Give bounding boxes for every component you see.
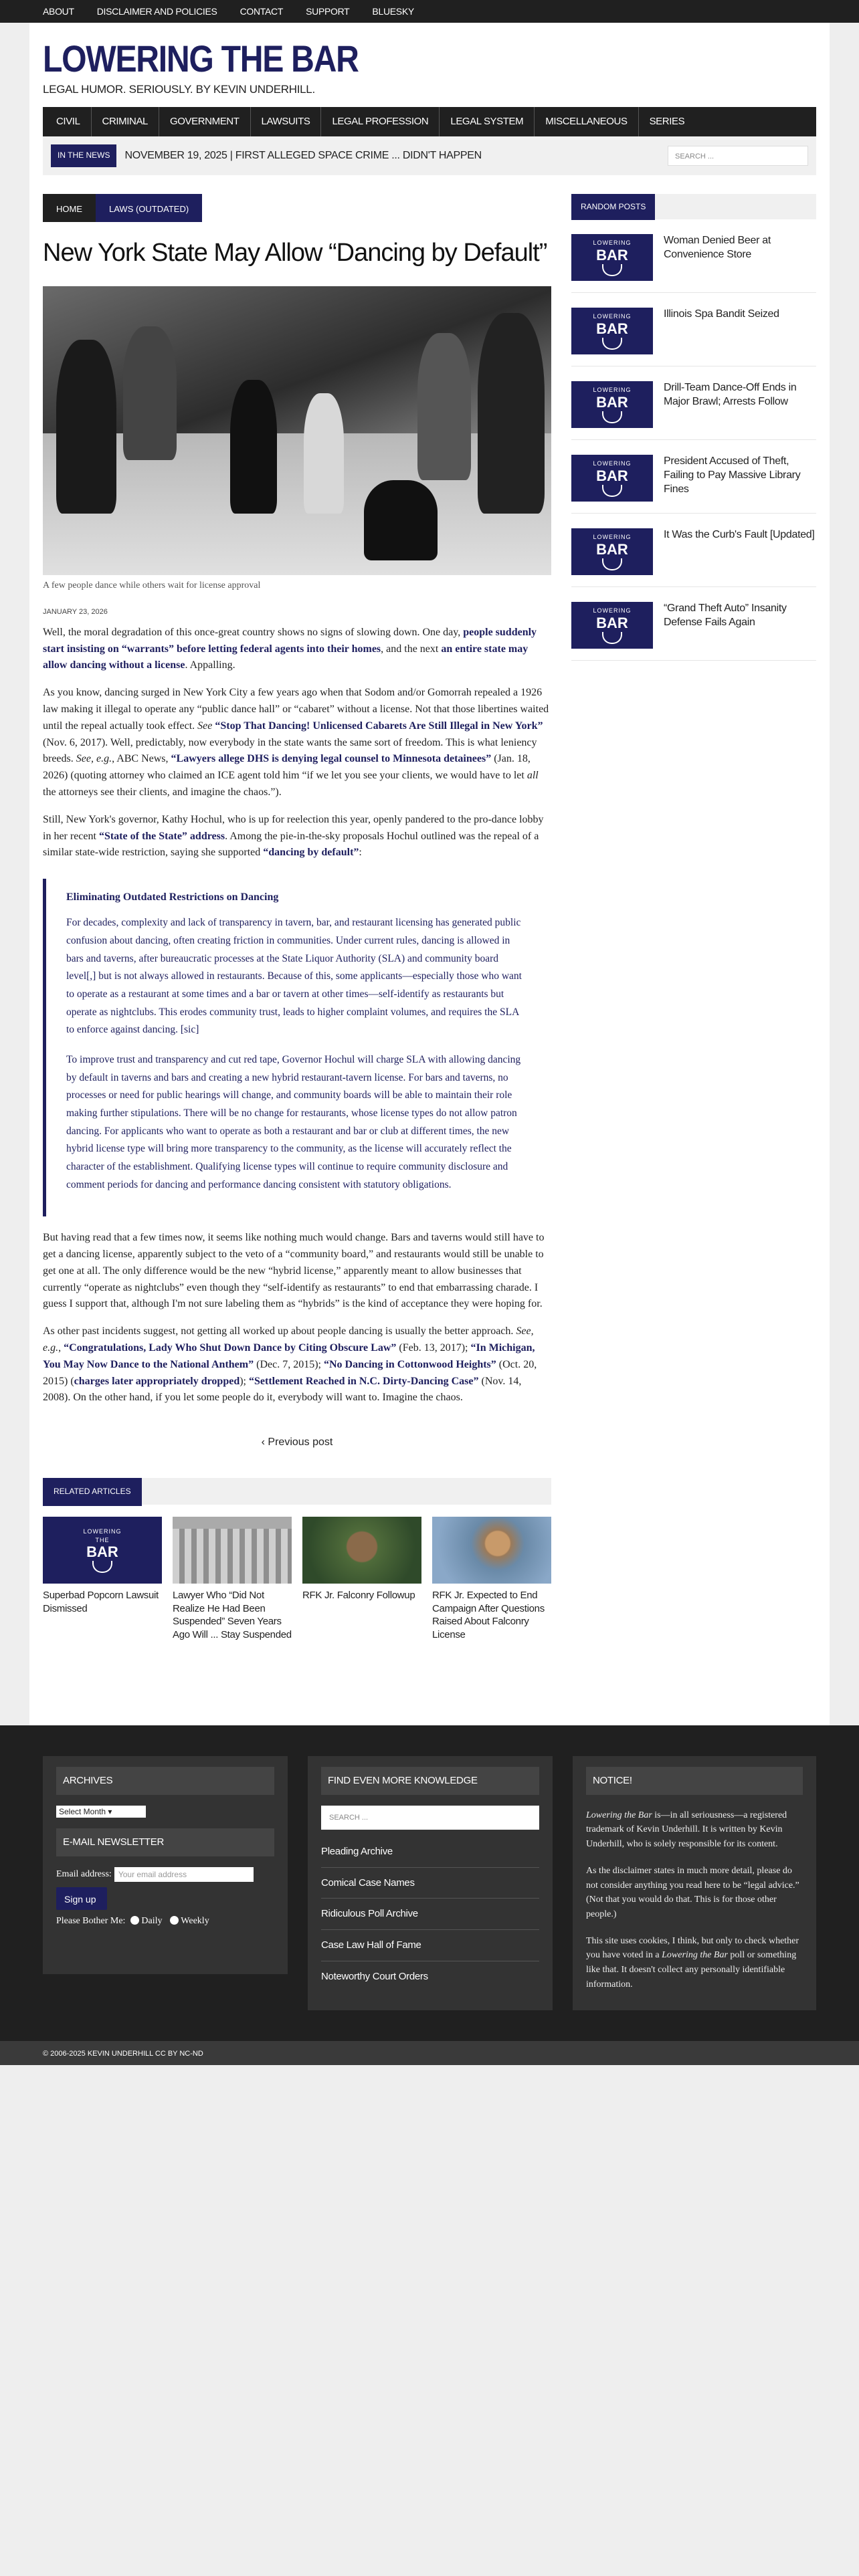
footer-knowledge-column (308, 1756, 553, 2010)
knowledge-heading: FIND EVEN MORE KNOWLEDGE (321, 1767, 539, 1795)
paragraph-5: As other past incidents suggest, not getting all worked up about people dancing is usually the better approach. See, e.g., “Congratulations, Lady Who Shut Down Dance by Citing Obscure Law” (Feb. 13, 2017); “In Michigan, You May Now Dance to the National Anthem” (Dec. 7, 2015); “No Dancing in Cottonwood Heights” (Oct. 20, 2015) (charges later appropriately dropped); “Settlement Reached in N.C. Dirty-Dancing Case” (Nov. 14, 2008). On the other hand, if you let some people do it, everybody will want to. Imagine the chaos. (43, 1325, 537, 1404)
article-title: New York State May Allow “Dancing by Default” (43, 239, 547, 267)
paragraph-1: Well, the moral degradation of this once-great country shows no signs of slowing down. One day, people suddenly start insisting on “warrants” before letting federal agents into their homes, and the next an entire state may allow dancing without a license. Appalling. (43, 626, 537, 671)
notice-paragraph-2: As the disclaimer states in much more detail, please do not consider anything you read here to be “legal advice.” (Not that you would do that. This is for those other people.) (586, 1865, 799, 1919)
falcon-thumbnail (432, 1517, 551, 1584)
random-post-title[interactable]: Woman Denied Beer at Convenience Store (664, 235, 771, 260)
site-logo-thumbnail: LOWERING BAR (571, 602, 653, 649)
featured-image (43, 286, 551, 575)
nav-legal-system[interactable]: LEGAL SYSTEM (440, 107, 535, 136)
site-header (29, 23, 830, 107)
related-title[interactable]: Superbad Popcorn Lawsuit Dismissed (43, 1590, 159, 1614)
random-post-title[interactable]: Illinois Spa Bandit Seized (664, 308, 779, 320)
email-label: Email address: (56, 1868, 112, 1879)
crowd-figure (123, 326, 177, 460)
topnav-about[interactable]: ABOUT (43, 5, 74, 17)
related-item[interactable] (43, 1517, 162, 1641)
footer-search-input[interactable]: SEARCH ... (321, 1806, 539, 1830)
breadcrumb-home[interactable]: HOME (43, 194, 96, 222)
chevron-down-icon: ▾ (108, 1806, 112, 1816)
related-label: RELATED ARTICLES (43, 1478, 142, 1505)
frequency-row: Please Bother Me: Daily Weekly (56, 1915, 209, 1926)
notice-paragraph-1: Lowering the Bar is—in all seriousness—a registered trademark of Kevin Underhill. It is written by Kevin Underhill, who is solely responsible for its content. (586, 1810, 787, 1850)
random-post-item[interactable] (571, 514, 816, 587)
nav-series[interactable]: SERIES (649, 116, 685, 127)
nav-criminal[interactable]: CRIMINAL (92, 107, 159, 136)
page-container (29, 23, 830, 1725)
random-post-title[interactable]: President Accused of Theft, Failing to Pay Massive Library Fines (664, 455, 801, 495)
site-logo-thumbnail: LOWERING BAR (571, 234, 653, 281)
notice-heading: NOTICE! (586, 1767, 803, 1795)
email-row (56, 1867, 274, 1882)
random-posts-header (571, 194, 816, 219)
crowd-figure (478, 313, 545, 514)
site-title[interactable]: LOWERING THE BAR (43, 37, 359, 80)
related-item[interactable] (432, 1517, 551, 1641)
dancer-figure (304, 393, 344, 514)
topnav-disclaimer[interactable]: DISCLAIMER AND POLICIES (96, 5, 217, 17)
nav-civil[interactable]: CIVIL (45, 107, 92, 136)
topnav-bluesky[interactable]: BLUESKY (372, 5, 414, 17)
random-post-title[interactable]: “Grand Theft Auto” Insanity Defense Fails Again (664, 603, 787, 628)
random-post-title[interactable]: Drill-Team Dance-Off Ends in Major Brawl; Arrests Follow (664, 382, 797, 407)
footer-link[interactable]: Comical Case Names (321, 1868, 539, 1899)
courthouse-thumbnail (173, 1517, 292, 1584)
breadcrumb (43, 194, 551, 222)
link-charges-dropped[interactable]: charges later appropriately dropped (74, 1375, 240, 1387)
related-item[interactable] (302, 1517, 421, 1641)
random-post-item[interactable] (571, 440, 816, 514)
related-articles-grid (43, 1517, 551, 1641)
archives-select[interactable]: Select Month ▾ (56, 1806, 146, 1818)
article-body (43, 625, 551, 1406)
newsletter-heading: E-MAIL NEWSLETTER (56, 1828, 274, 1856)
ticker-label: IN THE NEWS (51, 144, 116, 167)
site-logo-thumbnail: LOWERING BAR (571, 528, 653, 575)
footer-link[interactable]: Ridiculous Poll Archive (321, 1899, 539, 1930)
link-dancing-by-default[interactable]: “dancing by default” (263, 847, 359, 859)
topnav-support[interactable]: SUPPORT (306, 5, 350, 17)
site-logo-thumbnail: LOWERING BAR (571, 381, 653, 428)
related-title[interactable]: Lawyer Who “Did Not Realize He Had Been Suspended” Seven Years Ago Will ... Stay Suspended (173, 1590, 292, 1640)
link-state-of-state[interactable]: “State of the State” address (98, 830, 225, 842)
random-post-item[interactable] (571, 587, 816, 661)
main-nav (43, 107, 816, 136)
site-logo-thumbnail: LOWERING THE BAR (43, 1517, 162, 1584)
site-logo-thumbnail: LOWERING BAR (571, 308, 653, 354)
dancer-figure (230, 380, 277, 514)
paragraph-3: Still, New York's governor, Kathy Hochul, who is up for reelection this year, openly pandered to the pro-dance lobby in her recent “State of the State” address. Among the pie-in-the-sky proposals Hochul outlined was the repeal of a similar state-wide restriction, saying she supported “dancing by default”: (43, 813, 544, 859)
paragraph-4: But having read that a few times now, it seems like nothing much would change. Bars and taverns would still have to get a dancing license, apparently subject to the veto of a “community board,” and restaurants would still be unable to get one at all. The only difference would be the new “hybrid license,” apparently meant to allow businesses that currently “operate as nightclubs” even though they “self-identify as restaurants” to end that embarrassing charade. I guess I support that, although I'm not sure labeling them as “hybrids” is the kind of acceptance they were hoping for. (43, 1232, 545, 1310)
crowd-figure (56, 340, 116, 514)
site-logo-thumbnail: LOWERING BAR (571, 455, 653, 502)
top-bar (0, 0, 859, 23)
weekly-radio[interactable] (170, 1916, 179, 1925)
quote-title: Eliminating Outdated Restrictions on Dancing (66, 891, 279, 903)
footer-notice-column (573, 1756, 816, 2010)
image-caption: A few people dance while others wait for license approval (43, 580, 261, 591)
post-date: JANUARY 23, 2026 (43, 607, 108, 616)
link-abc-news[interactable]: “Lawyers allege DHS is denying legal counsel to Minnesota detainees” (171, 753, 492, 765)
blockquote (43, 879, 551, 1216)
link-settlement[interactable]: “Settlement Reached in N.C. Dirty-Dancing Case” (249, 1375, 479, 1387)
crowd-figure (417, 333, 471, 480)
related-title[interactable]: RFK Jr. Falconry Followup (302, 1590, 415, 1602)
news-ticker (43, 136, 816, 175)
footer-archives-column (43, 1756, 288, 1974)
breadcrumb-category[interactable]: LAWS (OUTDATED) (96, 194, 202, 222)
random-posts-label: RANDOM POSTS (571, 194, 655, 220)
footer-link[interactable]: Noteworthy Court Orders (321, 1970, 428, 1982)
previous-post-link[interactable]: ‹ Previous post (261, 1436, 333, 1448)
ticker-headline[interactable]: NOVEMBER 19, 2025 | FIRST ALLEGED SPACE CRIME ... DIDN'T HAPPEN (124, 150, 482, 162)
quote-paragraph-2: To improve trust and transparency and cut red tape, Governor Hochul will charge SLA with allowing dancing by default in taverns and bars and creating a new hybrid restaurant-tavern license. For bars and taverns, no processes or need for public hearings will change, and community boards will be able to maintain their role making further stipulations. There will be no change for restaurants, whose license types do not allow patron dancing. For applicants who want to operate as both a restaurant and bar or club at different times, the new hybrid license type will bring more transparency to the community, as the license will accurately reflect the character of the establishment. Qualifying license types will continue to require community disclosure and comment periods for dancing and performance dancing consistent with statutory obligations. (66, 1053, 521, 1190)
link-cottonwood[interactable]: “No Dancing in Cottonwood Heights” (323, 1358, 496, 1370)
signup-button[interactable]: Sign up (56, 1887, 107, 1910)
related-item[interactable] (173, 1517, 292, 1641)
site-footer (0, 1725, 859, 2041)
footer-links (321, 1836, 539, 1992)
link-stop-that-dancing[interactable]: “Stop That Dancing! Unlicensed Cabarets Are Still Illegal in New York” (212, 720, 543, 732)
link-dancing-license[interactable]: an entire state may allow dancing without a license (43, 643, 529, 671)
link-michigan[interactable]: “In Michigan, You May Now Dance to the National Anthem” (43, 1342, 535, 1370)
random-post-item[interactable] (571, 219, 816, 293)
nav-lawsuits[interactable]: LAWSUITS (251, 107, 322, 136)
site-tagline: LEGAL HUMOR. SERIOUSLY. BY KEVIN UNDERHILL. (43, 83, 315, 96)
topnav-contact[interactable]: CONTACT (240, 5, 284, 17)
nav-government[interactable]: GOVERNMENT (159, 107, 251, 136)
paragraph-2: As you know, dancing surged in New York City a few years ago when that Sodom and/or Gomorrah repealed a 1926 law making it illegal to operate any “public dance hall” or “cabaret” without a license. Not that those libertines waited until the repeal actually took effect. See “Stop That Dancing! Unlicensed Cabarets Are Still Illegal in New York” (Nov. 6, 2017). Well, predictably, now everybody in the state wants the same sort of freedom. This is what leniency breeds. See, e.g., ABC News, “Lawyers allege DHS is denying legal counsel to Minnesota detainees” (Jan. 18, 2026) (quoting attorney who claimed an ICE agent told him “if we let you see your clients, we would have to let all the attorneys see their clients, and imagine the chaos.”). (43, 687, 549, 798)
quote-paragraph-1: For decades, complexity and lack of transparency in tavern, bar, and restaurant licensing has generated public confusion about dancing, often creating friction in communities. Under current rules, dancing is allowed in bars and taverns, after bureaucratic processes at the State Liquor Authority (SLA) and community board level[,] but is not always allowed in restaurants. Because of this, some applicants—especially those who want to operate as a restaurant at some times and a bar or tavern at other times—self-identify as restaurants but operate as nightclubs. This erodes community trust, leads to higher complaint volumes, and requires the SLA to enforce against dancing. [sic] (66, 917, 522, 1036)
footer-link[interactable]: Pleading Archive (321, 1836, 539, 1868)
nav-legal-profession[interactable]: LEGAL PROFESSION (321, 107, 440, 136)
archives-heading: ARCHIVES (56, 1767, 274, 1795)
link-congratulations[interactable]: “Congratulations, Lady Who Shut Down Dance by Citing Obscure Law” (64, 1342, 397, 1354)
link-warrants[interactable]: people suddenly start insisting on “warrants” before letting federal agents into their homes (43, 626, 537, 655)
image-floor (43, 433, 551, 575)
sidebar (571, 194, 816, 661)
article-content (43, 194, 551, 1641)
random-post-item[interactable] (571, 293, 816, 366)
header-search-input[interactable]: SEARCH ... (668, 146, 808, 166)
related-title[interactable]: RFK Jr. Expected to End Campaign After Questions Raised About Falconry License (432, 1590, 545, 1640)
related-articles-header (43, 1478, 551, 1505)
email-input[interactable]: Your email address (114, 1867, 254, 1882)
falcon-thumbnail (302, 1517, 421, 1584)
random-post-item[interactable] (571, 366, 816, 440)
footer-link[interactable]: Case Law Hall of Fame (321, 1930, 539, 1961)
daily-radio[interactable] (130, 1916, 139, 1925)
chevron-left-icon: ‹ (261, 1436, 268, 1448)
copyright: © 2006-2025 KEVIN UNDERHILL CC BY NC-ND (0, 2041, 859, 2065)
nav-miscellaneous[interactable]: MISCELLANEOUS (535, 107, 638, 136)
notice-paragraph-3: This site uses cookies, I think, but only to check whether you have voted in a Lowering the Bar poll or something like that. It doesn't collect any personally identifiable information. (586, 1935, 799, 1990)
crowd-figure (364, 480, 438, 560)
random-post-title[interactable]: It Was the Curb's Fault [Updated] (664, 529, 815, 540)
